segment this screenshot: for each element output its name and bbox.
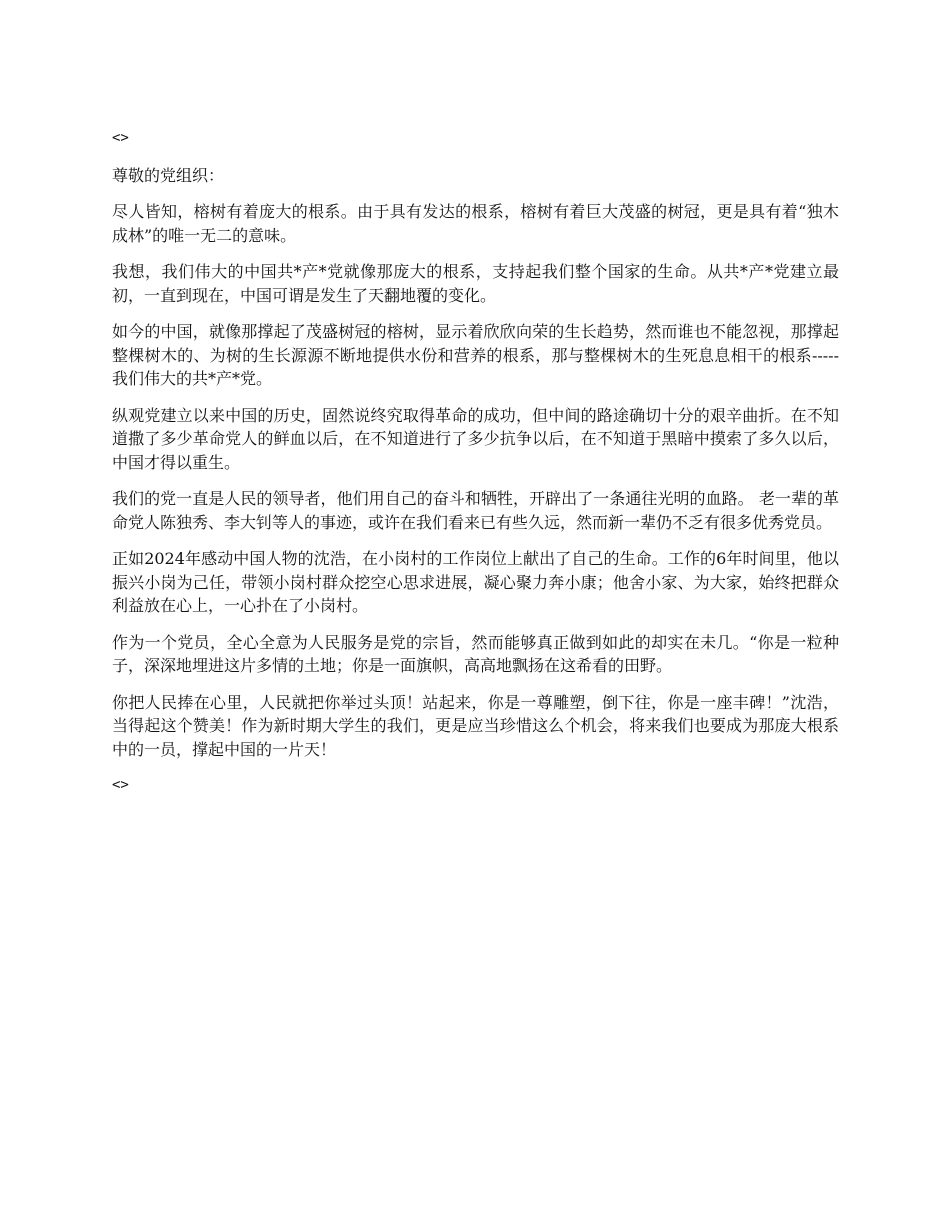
paragraph-4: 纵观党建立以来中国的历史，固然说终究取得革命的成功，但中间的路途确切十分的艰辛曲折。在不知道撒了多少革命党人的鲜血以后，在不知道进行了多少抗争以后，在不知道于黑暗中摸索了多久以后，中国才得以重生。 — [112, 405, 839, 472]
paragraph-6: 正如2024年感动中国人物的沈浩，在小岗村的工作岗位上献出了自己的生命。工作的6年时间里，他以振兴小岗为己任，带领小岗村群众挖空心思求进展，凝心聚力奔小康；他舍小家、为大家，始终把群众利益放在心上，一心扑在了小岗村。 — [112, 549, 839, 615]
paragraph-2: 我想，我们伟大的中国共*产*党就像那庞大的根系，支持起我们整个国家的生命。从共*产*党建立最初，一直到现在，中国可谓是发生了天翻地覆的变化。 — [112, 262, 839, 305]
paragraph-8: 你把人民捧在心里，人民就把你举过头顶！站起来，你是一尊雕塑，倒下往，你是一座丰碑！”沈浩，当得起这个赞美！作为新时期大学生的我们，更是应当珍惜这么个机会，将来我们也要成为那庞大根系中的一员，撑起中国的一片天！ — [112, 692, 839, 759]
paragraph-3: 如今的中国，就像那撑起了茂盛树冠的榕树，显示着欣欣向荣的生长趋势，然而谁也不能忽视，那撑起整棵树木的、为树的生长源源不断地提供水份和营养的根系，那与整棵树木的生死息息相干的根系-----我们伟大的共*产*党。 — [112, 322, 839, 388]
document-body — [112, 127, 839, 798]
paragraph-7: 作为一个党员，全心全意为人民服务是党的宗旨，然而能够真正做到如此的却实在未几。“你是一粒种子，深深地埋进这片多情的土地；你是一面旗帜，高高地飘扬在这希看的田野。 — [112, 632, 839, 675]
salutation: 尊敬的党组织： — [112, 165, 225, 185]
bottom-marker: <> — [112, 777, 129, 793]
paragraph-5: 我们的党一直是人民的领导者，他们用自己的奋斗和牺牲，开辟出了一条通往光明的血路。 老一辈的革命党人陈独秀、李大钊等人的事迹，或许在我们看来已有些久远，然而新一辈仍不乏有很多优秀党员。 — [112, 489, 839, 532]
top-marker: <> — [112, 130, 129, 146]
paragraph-1: 尽人皆知，榕树有着庞大的根系。由于具有发达的根系，榕树有着巨大茂盛的树冠，更是具有着“独木成林”的唯一无二的意味。 — [112, 202, 839, 245]
